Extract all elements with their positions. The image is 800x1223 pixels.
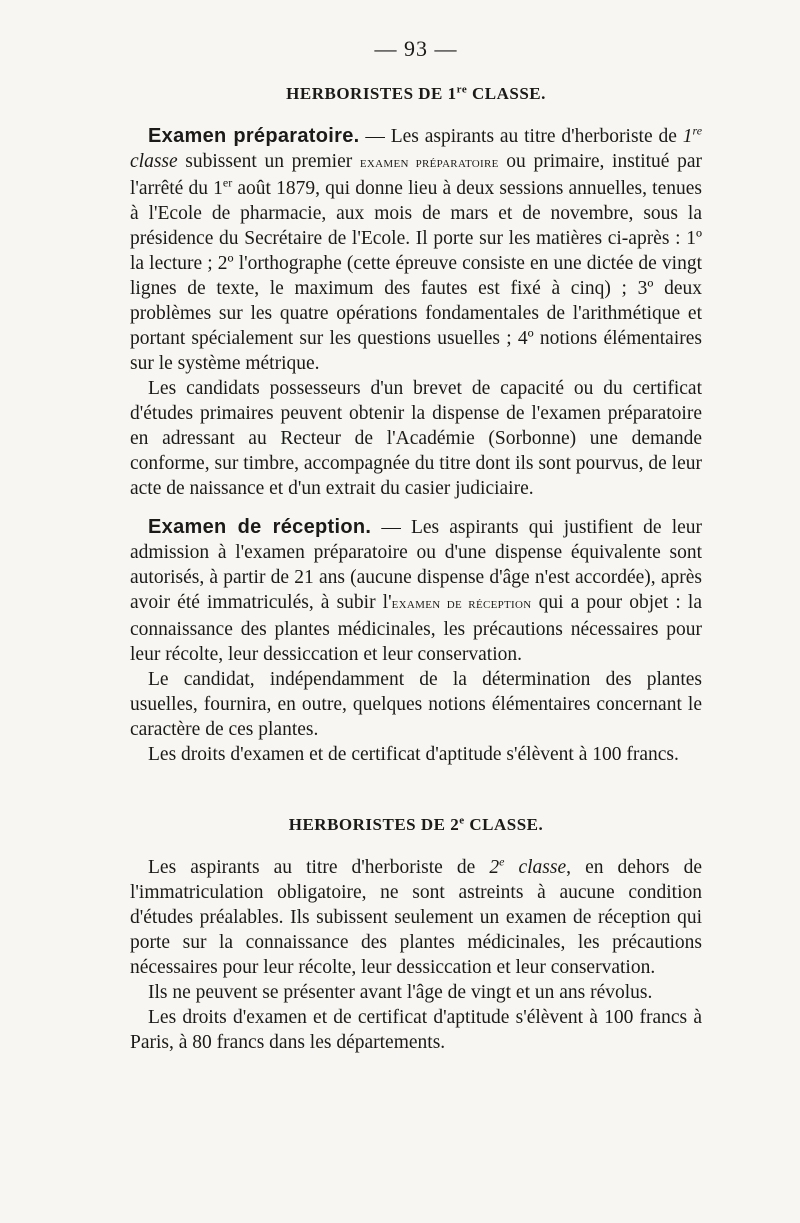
run-in-title-preparatoire: Examen préparatoire. [148,125,360,147]
reception-section [130,515,702,767]
heading-text-end: CLASSE. [467,84,546,103]
text-run: qui a pour objet : la connaissance des plantes médicinales, les précautions nécessaires pour leur récolte, leur dessiccation et leur conservation. [130,592,702,665]
text-run: Les aspirants qui justifient de leur admission à l'examen préparatoire ou d'une dispense équivalente sont autorisés, à partir de 21 ans (aucune dispense d'âge n'est accordée), après avoir été immatriculés, à subir l' [130,517,703,613]
text-run: août 1879, qui donne lieu à deux sessions annuelles, tenues à l'Ecole de pharmacie, aux mois de mars et de novembre, sous la présidence du Secrétaire de l'Ecole. Il porte sur les matières ci-après : 1º la lecture ; 2º l'orthographe (cette épreuve consiste en une dictée de vingt lignes de texte, le maximum des fautes est fixé à cinq) ; 3º deux problèmes sur les quatre opérations fondamentales de l'arithmétique et portant spécialement sur les questions usuelles ; 4º notions élémentaires sur le système métrique. [130,178,702,374]
heading-superscript: re [456,83,468,96]
italic-class-superscript: re [692,123,703,138]
heading-superscript: e [459,814,465,827]
em-dash: — [371,517,411,538]
page-number: — 93 — [374,36,458,61]
text-run: Les aspirants au titre d'herboriste de [390,126,683,147]
small-caps-term: examen de réception [391,596,532,612]
paragraph-age: Ils ne peuvent se présenter avant l'âge de vingt et un ans révolus. [148,982,653,1003]
book-page [130,28,702,1069]
text-run: subissent un premier [177,151,360,172]
paragraph-aspirants-second-class [130,855,702,980]
heading-text-end: CLASSE. [464,815,544,834]
heading-text: HERBORISTES DE 2 [288,815,460,834]
paragraph-droits-second-class: Les droits d'examen et de certificat d'aptitude s'élèvent à 100 francs à Paris, à 80 francs dans les départements. [130,1007,702,1053]
em-dash: — [359,126,391,147]
heading-text: HERBORISTES DE 1 [286,84,457,103]
italic-class-word: classe [130,151,178,172]
second-class-section [130,855,702,1055]
text-run: Les aspirants au titre d'herboriste de [148,857,490,878]
small-caps-term: examen préparatoire [359,155,499,171]
section-heading-first-class [130,84,702,104]
paragraph-examen-preparatoire [130,124,702,376]
italic-class-superscript: e [499,854,505,869]
run-in-title-reception: Examen de réception. [148,516,372,538]
italic-class-word: classe [504,857,567,878]
paragraph-examen-reception [130,515,702,667]
italic-class-number: 1 [682,126,693,147]
section-heading-second-class [130,815,702,835]
first-class-section [130,124,702,501]
paragraph-droits-first-class: Les droits d'examen et de certificat d'aptitude s'élèvent à 100 francs. [148,744,679,765]
italic-class-number: 2 [489,857,500,878]
text-run: , en dehors de l'immatriculation obligatoire, ne sont astreints à aucune condition d'études préalables. Ils subissent seulement un examen de réception qui porte sur la connaissance des plantes médicinales, les précautions nécessaires pour leur récolte, leur dessiccation et leur conservation. [130,857,702,978]
paragraph-candidat: Le candidat, indépendamment de la détermination des plantes usuelles, fournira, en outre, quelques notions élémentaires concernant le caractère de ces plantes. [130,669,702,740]
paragraph-dispense: Les candidats possesseurs d'un brevet de capacité ou du certificat d'études primaires peuvent obtenir la dispense de l'examen préparatoire en adressant au Recteur de l'Académie (Sorbonne) une demande conforme, sur timbre, accompagnée du titre dont ils sont pourvus, de leur acte de naissance et d'un extrait du casier judiciaire. [130,378,702,499]
date-superscript: er [222,175,233,190]
text-run: ou primaire, institué par l'arrêté du 1 [130,151,702,199]
